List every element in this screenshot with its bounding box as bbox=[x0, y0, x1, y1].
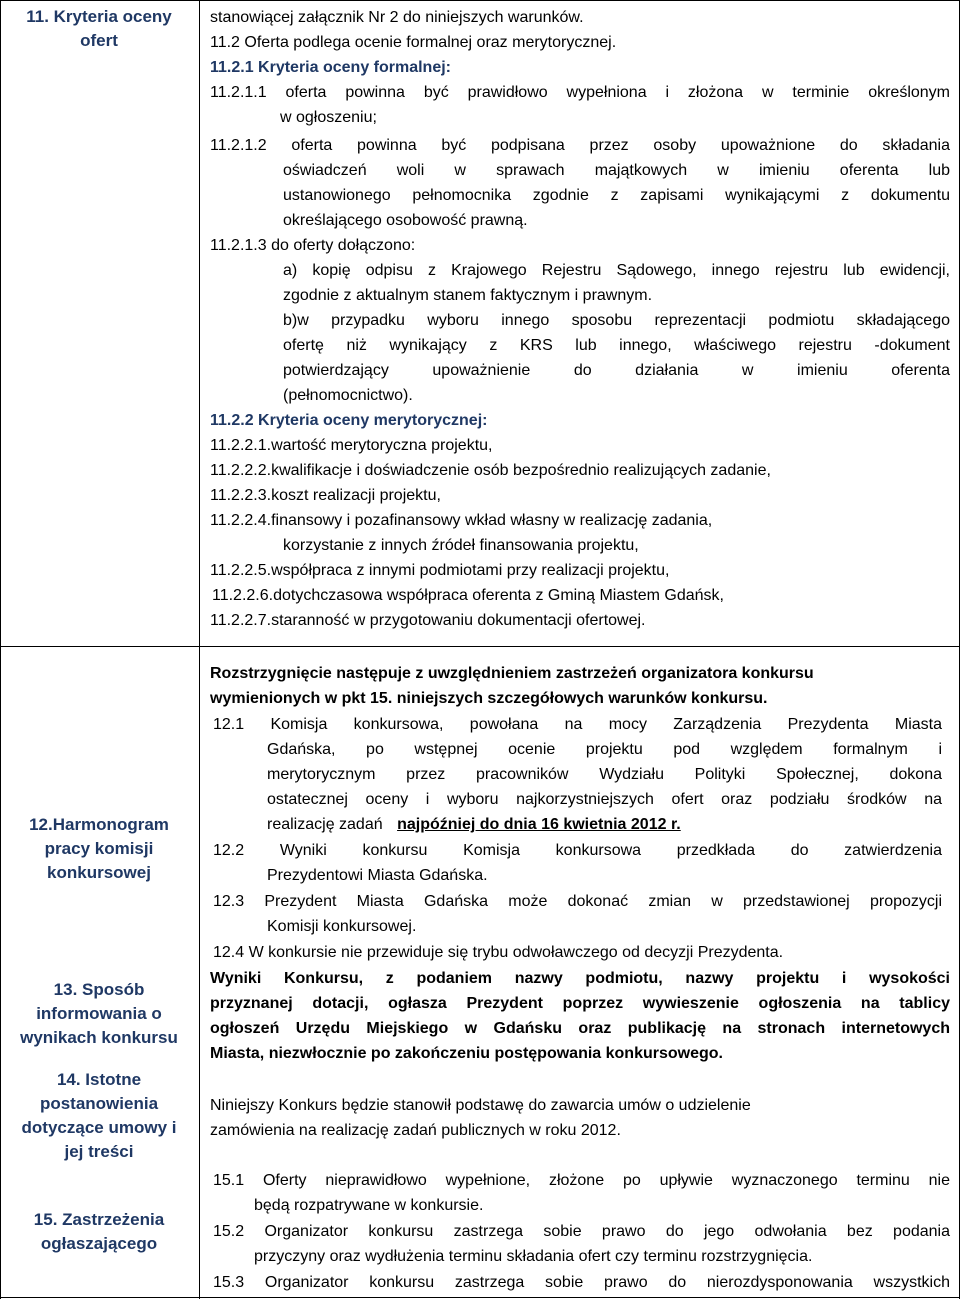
label-line: 14. Istotne bbox=[56, 1070, 142, 1089]
paragraph-line: (pełnomocnictwo). bbox=[283, 387, 413, 404]
table-border-left bbox=[0, 0, 1, 1299]
section-12-intro: wymienionych w pkt 15. niniejszych szczegółowych warunków konkursu. bbox=[210, 690, 768, 707]
paragraph-line: oświadczeń woli w sprawach majątkowych w imieniu oferenta lub bbox=[283, 162, 950, 179]
paragraph-line: Gdańska, po wstępnej ocenie projektu pod względem formalnym i bbox=[267, 741, 942, 758]
list-item: 11.2.2.1.wartość merytoryczna projektu, bbox=[210, 437, 493, 454]
list-item-continuation: korzystanie z innych źródeł finansowania projektu, bbox=[283, 537, 639, 554]
label-line: wynikach konkursu bbox=[20, 1028, 178, 1047]
label-line: ofert bbox=[80, 31, 118, 50]
paragraph-line: Niniejszy Konkurs będzie stanowił podstawę do zawarcia umów o udzielenie bbox=[210, 1097, 751, 1114]
list-item: 11.2.2.3.koszt realizacji projektu, bbox=[210, 487, 441, 504]
paragraph-line: Miasta, niezwłocznie po zakończeniu postępowania konkursowego. bbox=[210, 1045, 723, 1062]
section-13-label bbox=[6, 978, 192, 1050]
paragraph-line: 12.2 Wyniki konkursu Komisja konkursowa przedkłada do zatwierdzenia bbox=[213, 842, 942, 859]
paragraph-text: realizację zadań bbox=[267, 816, 383, 833]
paragraph-line: zamówienia na realizację zadań publicznych w roku 2012. bbox=[210, 1122, 621, 1139]
label-line: konkursowej bbox=[47, 863, 151, 882]
subheading-merit-criteria: 11.2.2 Kryteria oceny merytorycznej: bbox=[210, 412, 488, 429]
paragraph-line: Komisji konkursowej. bbox=[267, 918, 417, 935]
subheading-formal-criteria: 11.2.1 Kryteria oceny formalnej: bbox=[210, 59, 451, 76]
label-line: 12.Harmonogram bbox=[29, 815, 169, 834]
paragraph-line: ofertę niż wynikający z KRS lub innego, właściwego rejestru -dokument bbox=[283, 337, 950, 354]
table-border-top bbox=[0, 0, 960, 1]
label-line: 11. Kryteria oceny bbox=[26, 7, 172, 26]
section-14-label bbox=[6, 1068, 192, 1164]
list-item: 11.2.2.5.współpraca z innymi podmiotami przy realizacji projektu, bbox=[210, 562, 670, 579]
label-line: dotyczące umowy i bbox=[21, 1118, 177, 1137]
paragraph-line: 11.2.1.2 oferta powinna być podpisana przez osoby upoważnione do składania bbox=[210, 137, 950, 154]
label-line: ogłaszającego bbox=[40, 1234, 158, 1253]
label-line: jej treści bbox=[64, 1142, 134, 1161]
paragraph-line: 11.2 Oferta podlega ocenie formalnej oraz merytorycznej. bbox=[210, 34, 617, 51]
paragraph-line: przyznanej dotacji, ogłasza Prezydent poprzez wywieszenie ogłoszenia na tablicy bbox=[210, 995, 950, 1012]
paragraph-line: 11.2.1.1 oferta powinna być prawidłowo wypełniona i złożona w terminie określonym bbox=[210, 84, 950, 101]
paragraph-line bbox=[267, 812, 681, 837]
label-line: 15. Zastrzeżenia bbox=[33, 1210, 165, 1229]
list-item: 11.2.2.4.finansowy i pozafinansowy wkład własny w realizację zadania, bbox=[210, 512, 713, 529]
row-separator-11-12 bbox=[0, 646, 960, 647]
paragraph-line: 15.3 Organizator konkursu zastrzega sobie prawo do nierozdysponowania wszystkich bbox=[213, 1274, 950, 1291]
paragraph-line: będą rozpatrywane w konkursie. bbox=[254, 1197, 484, 1214]
paragraph-line: stanowiącej załącznik Nr 2 do niniejszych warunków. bbox=[210, 9, 584, 26]
paragraph-line: ostatecznej oceny i wyboru najkorzystniejszych ofert oraz podziału środków na bbox=[267, 791, 942, 808]
paragraph-line: Wyniki Konkursu, z podaniem nazwy podmiotu, nazwy projektu i wysokości bbox=[210, 970, 950, 987]
paragraph-line: potwierdzający upoważnienie do działania w imieniu oferenta bbox=[283, 362, 950, 379]
paragraph-line: zgodnie z aktualnym stanem faktycznym i prawnym. bbox=[283, 287, 653, 304]
paragraph-line: merytorycznym przez pracowników Wydziału Polityki Społecznej, dokona bbox=[267, 766, 942, 783]
paragraph-line: 12.3 Prezydent Miasta Gdańska może dokonać zmian w przedstawionej propozycji bbox=[213, 893, 942, 910]
section-11-label bbox=[6, 5, 192, 53]
deadline-date: najpóźniej do dnia 16 kwietnia 2012 r. bbox=[397, 816, 681, 833]
paragraph-line: 15.2 Organizator konkursu zastrzega sobie prawo do jego odwołania bez podania bbox=[213, 1223, 950, 1240]
section-12-intro: Rozstrzygnięcie następuje z uwzględnieniem zastrzeżeń organizatora konkursu bbox=[210, 665, 814, 682]
paragraph-line: ogłoszeń Urzędu Miejskiego w Gdańsku oraz publikację na stronach internetowych bbox=[210, 1020, 950, 1037]
list-item: 11.2.2.6.dotychczasowa współpraca oferenta z Gminą Miastem Gdańsk, bbox=[212, 587, 724, 604]
label-line: 13. Sposób bbox=[53, 980, 145, 999]
paragraph-line: ustanowionego pełnomocnika zgodnie z zapisami wynikającymi z dokumentu bbox=[283, 187, 950, 204]
section-12-label bbox=[6, 813, 192, 885]
paragraph-line: 12.4 W konkursie nie przewiduje się trybu odwoławczego od decyzji Prezydenta. bbox=[213, 944, 784, 961]
paragraph-line: 15.1 Oferty nieprawidłowo wypełnione, złożone po upływie wyznaczonego terminu nie bbox=[213, 1172, 950, 1189]
paragraph-line: Prezydentowi Miasta Gdańska. bbox=[267, 867, 488, 884]
section-15-label bbox=[6, 1208, 192, 1256]
label-line: pracy komisji bbox=[44, 839, 154, 858]
paragraph-line: określającego osobowość prawną. bbox=[283, 212, 528, 229]
paragraph-line: w ogłoszeniu; bbox=[280, 109, 377, 126]
table-border-bottom bbox=[0, 1297, 960, 1298]
paragraph-line: a) kopię odpisu z Krajowego Rejestru Sądowego, innego rejestru lub ewidencji, bbox=[283, 262, 950, 279]
list-item: 11.2.2.7.staranność w przygotowaniu dokumentacji ofertowej. bbox=[210, 612, 646, 629]
label-line: informowania o bbox=[36, 1004, 162, 1023]
table-border-column bbox=[199, 0, 200, 1299]
list-item: 11.2.2.2.kwalifikacje i doświadczenie osób bezpośrednio realizujących zadanie, bbox=[210, 462, 771, 479]
paragraph-line: 11.2.1.3 do oferty dołączono: bbox=[210, 237, 416, 254]
label-line: postanowienia bbox=[39, 1094, 159, 1113]
paragraph-line: 12.1 Komisja konkursowa, powołana na mocy Zarządzenia Prezydenta Miasta bbox=[213, 716, 942, 733]
paragraph-line: b)w przypadku wyboru innego sposobu reprezentacji podmiotu składającego bbox=[283, 312, 950, 329]
paragraph-line: przyczyny oraz wydłużenia terminu składania ofert czy terminu rozstrzygnięcia. bbox=[254, 1248, 813, 1265]
